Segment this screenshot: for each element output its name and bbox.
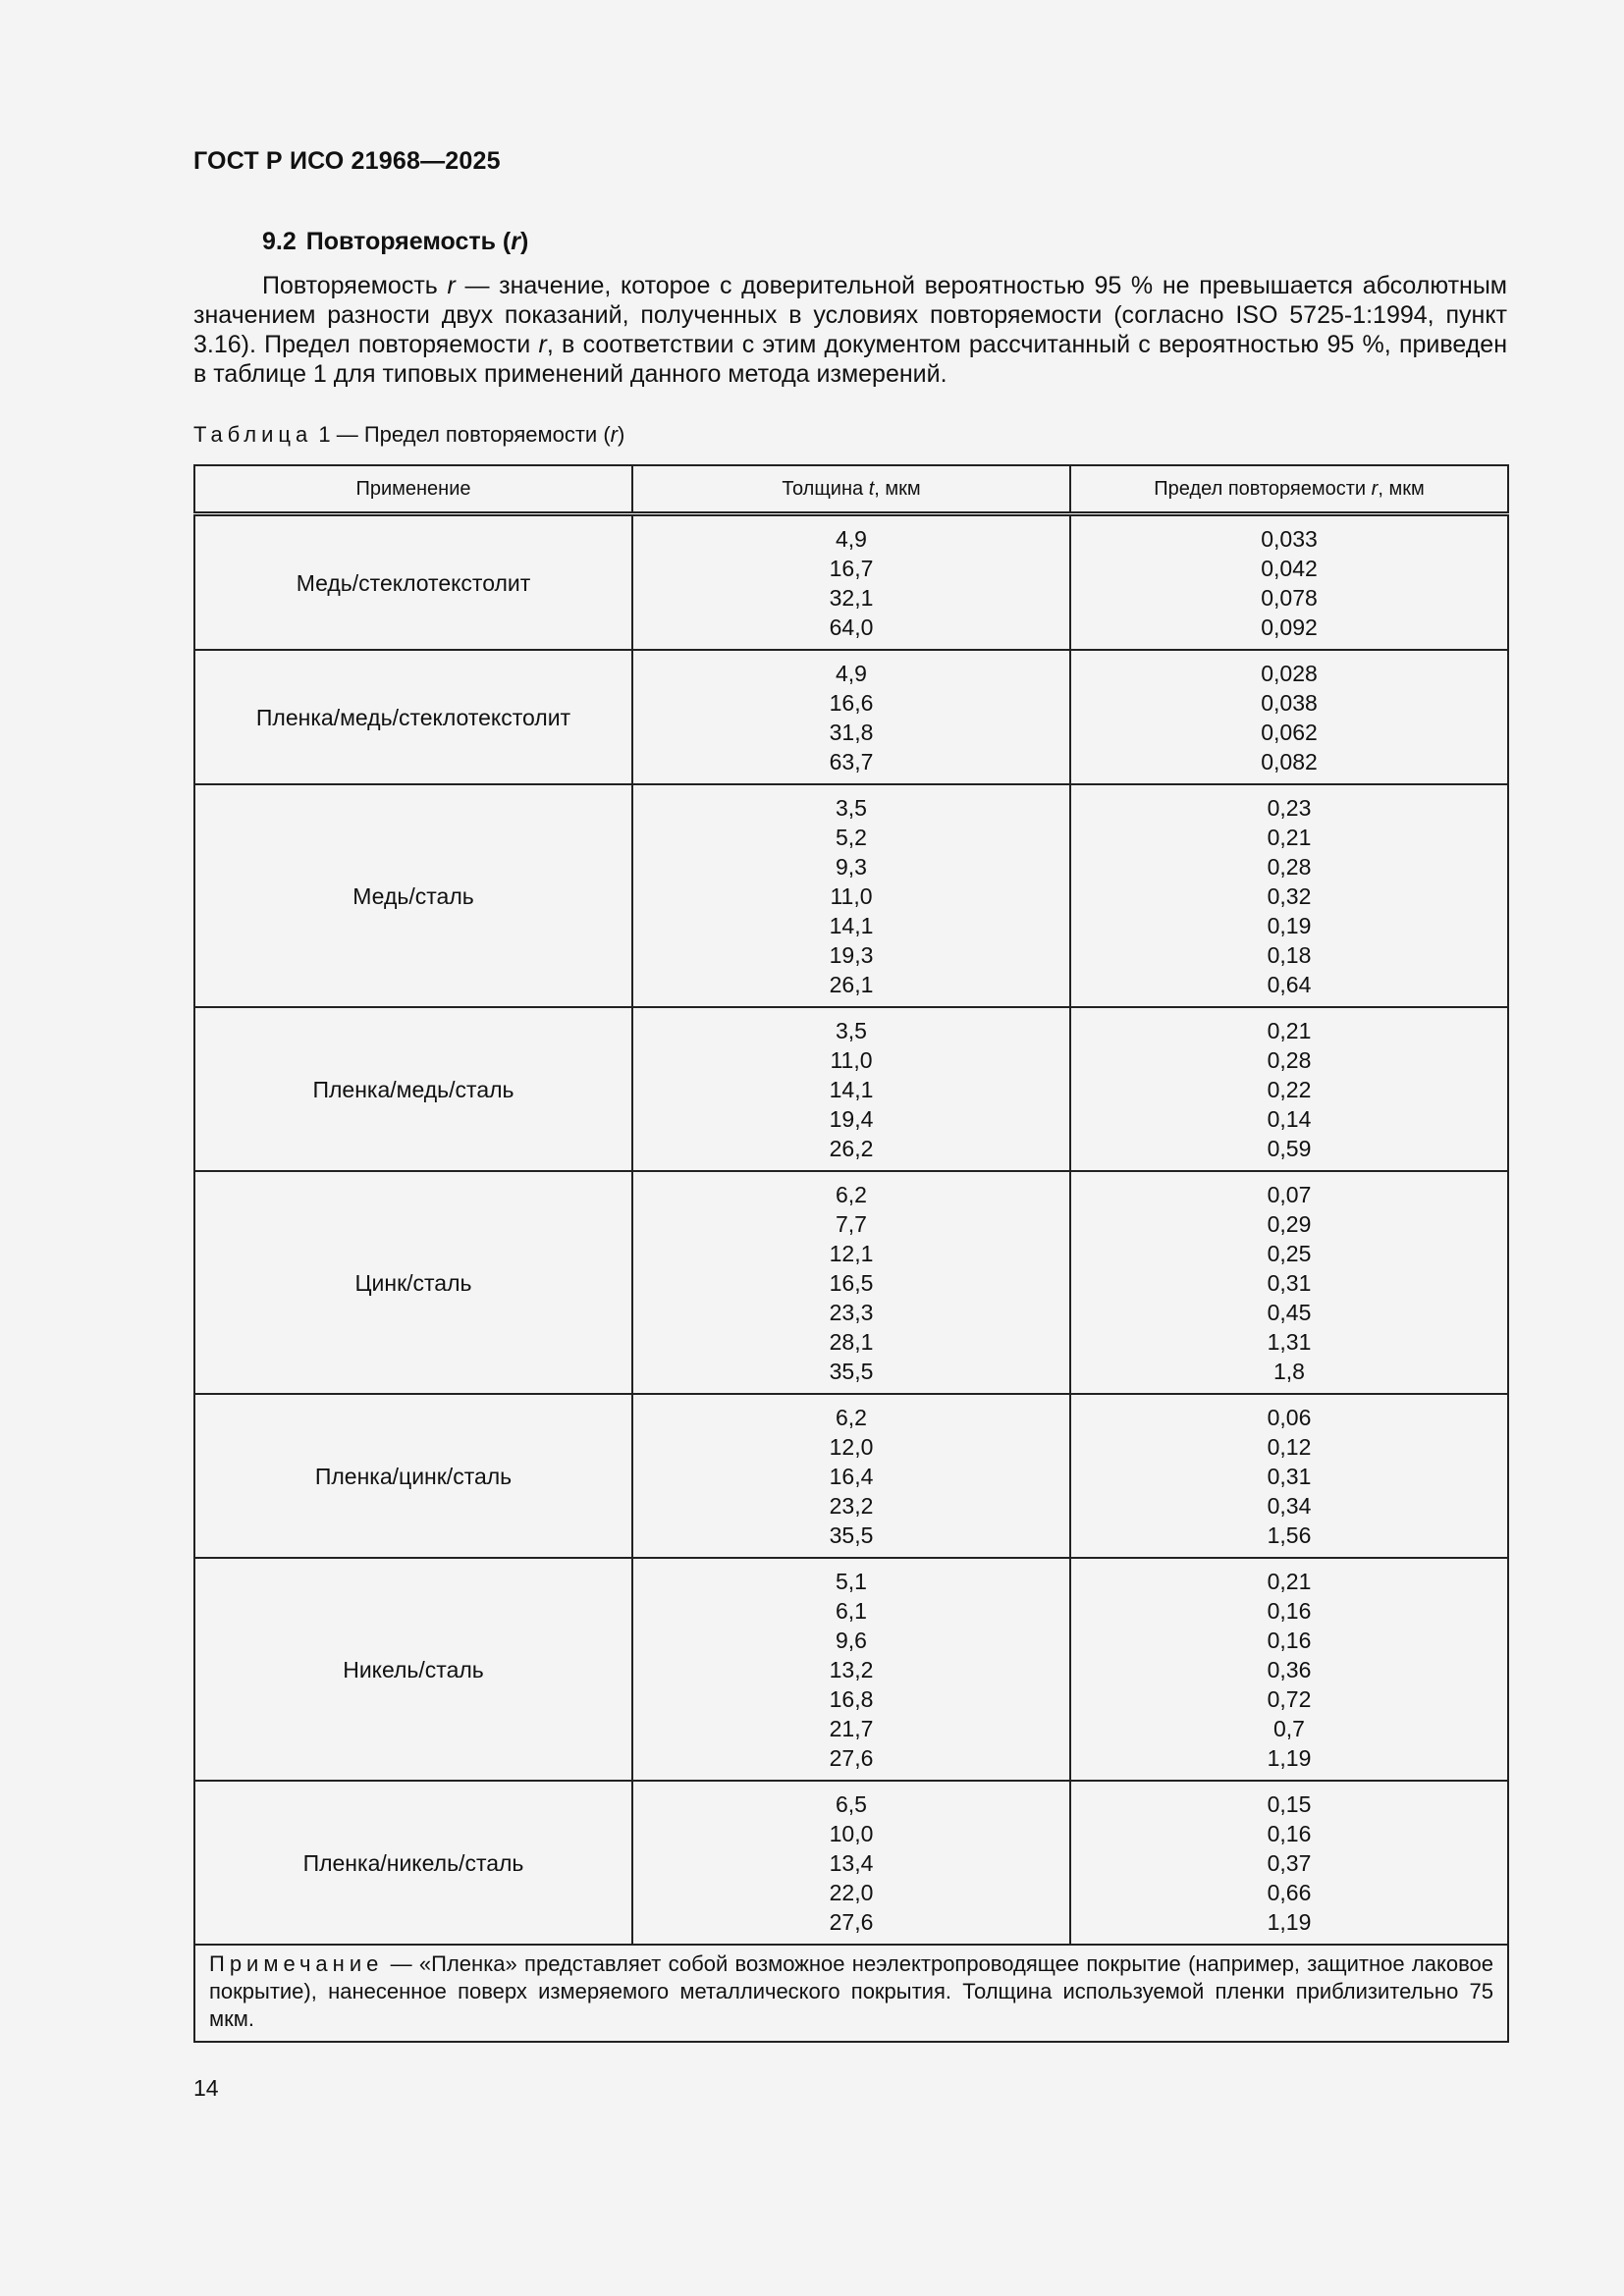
limit-value: 0,042 xyxy=(1261,556,1318,581)
application-cell: Медь/сталь xyxy=(194,784,632,1007)
paragraph-part: Повторяемость xyxy=(262,272,448,299)
thickness-value: 16,8 xyxy=(829,1686,874,1712)
thickness-cell xyxy=(632,784,1070,1007)
thickness-value: 63,7 xyxy=(829,749,874,774)
table-row xyxy=(194,1558,1508,1781)
limit-value: 0,19 xyxy=(1267,913,1312,938)
limit-value: 0,06 xyxy=(1267,1405,1312,1430)
table-caption-end: ) xyxy=(617,422,625,447)
thickness-value: 64,0 xyxy=(829,614,874,640)
limit-value: 0,45 xyxy=(1267,1300,1312,1325)
thickness-value: 9,3 xyxy=(836,854,867,880)
section-title-prefix: Повторяемость ( xyxy=(305,228,512,255)
limit-cell xyxy=(1070,784,1508,1007)
thickness-cell xyxy=(632,1171,1070,1394)
thickness-cell xyxy=(632,514,1070,651)
limit-value: 0,078 xyxy=(1261,585,1318,611)
limit-value: 1,19 xyxy=(1267,1909,1312,1935)
thickness-value: 14,1 xyxy=(829,1077,874,1102)
thickness-value: 5,1 xyxy=(836,1569,867,1594)
paragraph-part: — значение, которое с доверительной вероятностью 95 % не превышается абсолютным значением разности двух показаний, полученных в условиях повторяемости (согласно ISO 5725-1:1994, пункт 3.16). Предел повторяемости xyxy=(193,272,1507,358)
table-row xyxy=(194,784,1508,1007)
table-caption-var: r xyxy=(610,422,618,447)
table-note xyxy=(194,1945,1508,2042)
header-thickness xyxy=(632,465,1070,514)
header-thickness-suffix: , мкм xyxy=(874,478,921,500)
table-row xyxy=(194,1171,1508,1394)
limit-value: 1,31 xyxy=(1267,1329,1312,1355)
limit-value: 0,32 xyxy=(1267,883,1312,909)
application-cell: Медь/стеклотекстолит xyxy=(194,514,632,651)
paragraph-var: r xyxy=(538,331,547,358)
thickness-value: 5,2 xyxy=(836,825,867,850)
thickness-value: 6,5 xyxy=(836,1791,867,1817)
limit-value: 0,64 xyxy=(1267,972,1312,997)
thickness-value: 9,6 xyxy=(836,1628,867,1653)
header-limit xyxy=(1070,465,1508,514)
limit-value: 1,56 xyxy=(1267,1522,1312,1548)
table-row xyxy=(194,1007,1508,1171)
note-label: Примечание xyxy=(209,1951,384,1976)
limit-value: 0,028 xyxy=(1261,661,1318,686)
paragraph-var: r xyxy=(447,272,456,299)
header-application: Применение xyxy=(194,465,632,514)
application-cell: Пленка/медь/сталь xyxy=(194,1007,632,1171)
limit-cell xyxy=(1070,1781,1508,1945)
limit-cell xyxy=(1070,1558,1508,1781)
thickness-value: 4,9 xyxy=(836,661,867,686)
limit-value: 0,66 xyxy=(1267,1880,1312,1905)
repeatability-paragraph xyxy=(193,271,1507,389)
limit-value: 0,72 xyxy=(1267,1686,1312,1712)
thickness-value: 13,2 xyxy=(829,1657,874,1682)
table-header-row xyxy=(194,465,1508,514)
thickness-value: 11,0 xyxy=(830,883,873,909)
thickness-value: 10,0 xyxy=(829,1821,874,1846)
application-cell: Пленка/никель/сталь xyxy=(194,1781,632,1945)
thickness-value: 6,1 xyxy=(836,1598,867,1624)
thickness-value: 6,2 xyxy=(836,1405,867,1430)
table-note-row xyxy=(194,1945,1508,2042)
thickness-value: 4,9 xyxy=(836,526,867,552)
limit-cell xyxy=(1070,514,1508,651)
limit-value: 0,07 xyxy=(1267,1182,1312,1207)
header-thickness-var: t xyxy=(868,478,875,500)
thickness-value: 23,2 xyxy=(829,1493,874,1519)
limit-value: 0,7 xyxy=(1273,1716,1305,1741)
limit-value: 0,25 xyxy=(1267,1241,1312,1266)
limit-value: 0,062 xyxy=(1261,720,1318,745)
application-cell: Пленка/цинк/сталь xyxy=(194,1394,632,1558)
thickness-value: 6,2 xyxy=(836,1182,867,1207)
thickness-value: 35,5 xyxy=(829,1359,874,1384)
limit-cell xyxy=(1070,1394,1508,1558)
limit-value: 0,22 xyxy=(1267,1077,1312,1102)
thickness-value: 14,1 xyxy=(829,913,874,938)
limit-cell xyxy=(1070,650,1508,784)
limit-value: 0,28 xyxy=(1267,1047,1312,1073)
header-limit-var: r xyxy=(1371,478,1379,500)
thickness-value: 32,1 xyxy=(829,585,874,611)
thickness-cell xyxy=(632,650,1070,784)
thickness-cell xyxy=(632,1007,1070,1171)
thickness-value: 19,4 xyxy=(829,1106,874,1132)
note-text: — «Пленка» представляет собой возможное неэлектропроводящее покрытие (например, защитное лаковое покрытие), нанесенное поверх измеряемого металлического покрытия. Толщина используемой пленки приблизительно 75 мкм. xyxy=(209,1951,1493,2031)
limit-value: 0,16 xyxy=(1267,1821,1312,1846)
limit-value: 0,092 xyxy=(1261,614,1318,640)
thickness-value: 11,0 xyxy=(830,1047,873,1073)
thickness-value: 3,5 xyxy=(836,795,867,821)
table-body xyxy=(194,514,1508,1946)
application-cell: Никель/сталь xyxy=(194,1558,632,1781)
limit-value: 0,18 xyxy=(1267,942,1312,968)
table-caption xyxy=(193,422,624,448)
application-cell: Пленка/медь/стеклотекстолит xyxy=(194,650,632,784)
section-title xyxy=(262,228,528,256)
table-caption-text: 1 — Предел повторяемости ( xyxy=(312,422,611,447)
limit-value: 0,59 xyxy=(1267,1136,1312,1161)
limit-value: 0,12 xyxy=(1267,1434,1312,1460)
document-header: ГОСТ Р ИСО 21968—2025 xyxy=(193,147,501,175)
section-title-suffix: ) xyxy=(519,228,529,255)
table-row xyxy=(194,1781,1508,1945)
page-number: 14 xyxy=(193,2075,219,2101)
thickness-value: 28,1 xyxy=(829,1329,874,1355)
thickness-value: 16,6 xyxy=(829,690,874,716)
thickness-value: 26,1 xyxy=(829,972,874,997)
limit-value: 0,15 xyxy=(1267,1791,1312,1817)
thickness-value: 23,3 xyxy=(829,1300,874,1325)
limit-value: 0,21 xyxy=(1267,825,1312,850)
table-row xyxy=(194,514,1508,651)
thickness-cell xyxy=(632,1781,1070,1945)
application-cell: Цинк/сталь xyxy=(194,1171,632,1394)
limit-value: 0,16 xyxy=(1267,1598,1312,1624)
limit-value: 0,31 xyxy=(1267,1270,1312,1296)
thickness-value: 26,2 xyxy=(829,1136,874,1161)
section-title-var: r xyxy=(511,228,520,255)
thickness-value: 27,6 xyxy=(829,1745,874,1771)
thickness-value: 31,8 xyxy=(829,720,874,745)
limit-value: 0,31 xyxy=(1267,1464,1312,1489)
thickness-value: 27,6 xyxy=(829,1909,874,1935)
paragraph-part: , в соответствии с этим документом рассчитанный с вероятностью 95 %, приведен в таблице 1 для типовых применений данного метода измерений. xyxy=(193,331,1507,388)
thickness-value: 7,7 xyxy=(836,1211,867,1237)
thickness-value: 12,0 xyxy=(829,1434,874,1460)
thickness-cell xyxy=(632,1558,1070,1781)
thickness-value: 12,1 xyxy=(829,1241,874,1266)
limit-value: 0,21 xyxy=(1267,1018,1312,1043)
header-limit-prefix: Предел повторяемости xyxy=(1154,478,1372,500)
limit-value: 0,038 xyxy=(1261,690,1318,716)
limit-cell xyxy=(1070,1171,1508,1394)
thickness-value: 16,7 xyxy=(829,556,874,581)
thickness-value: 16,5 xyxy=(829,1270,874,1296)
thickness-value: 22,0 xyxy=(829,1880,874,1905)
table-row xyxy=(194,1394,1508,1558)
limit-value: 0,033 xyxy=(1261,526,1318,552)
table-caption-label: Таблица xyxy=(193,422,313,447)
limit-value: 0,16 xyxy=(1267,1628,1312,1653)
limit-value: 1,8 xyxy=(1273,1359,1305,1384)
limit-value: 0,21 xyxy=(1267,1569,1312,1594)
thickness-value: 35,5 xyxy=(829,1522,874,1548)
limit-value: 0,34 xyxy=(1267,1493,1312,1519)
limit-value: 0,28 xyxy=(1267,854,1312,880)
thickness-value: 19,3 xyxy=(829,942,874,968)
thickness-value: 3,5 xyxy=(836,1018,867,1043)
limit-value: 1,19 xyxy=(1267,1745,1312,1771)
limit-value: 0,37 xyxy=(1267,1850,1312,1876)
limit-value: 0,36 xyxy=(1267,1657,1312,1682)
limit-value: 0,23 xyxy=(1267,795,1312,821)
limit-value: 0,14 xyxy=(1267,1106,1312,1132)
limit-value: 0,082 xyxy=(1261,749,1318,774)
table-row xyxy=(194,650,1508,784)
limit-cell xyxy=(1070,1007,1508,1171)
header-limit-suffix: , мкм xyxy=(1378,478,1425,500)
repeatability-table xyxy=(193,464,1509,2043)
thickness-value: 13,4 xyxy=(829,1850,874,1876)
limit-value: 0,29 xyxy=(1267,1211,1312,1237)
thickness-value: 16,4 xyxy=(829,1464,874,1489)
header-thickness-prefix: Толщина xyxy=(782,478,869,500)
thickness-cell xyxy=(632,1394,1070,1558)
section-number: 9.2 xyxy=(262,228,297,255)
thickness-value: 21,7 xyxy=(829,1716,874,1741)
